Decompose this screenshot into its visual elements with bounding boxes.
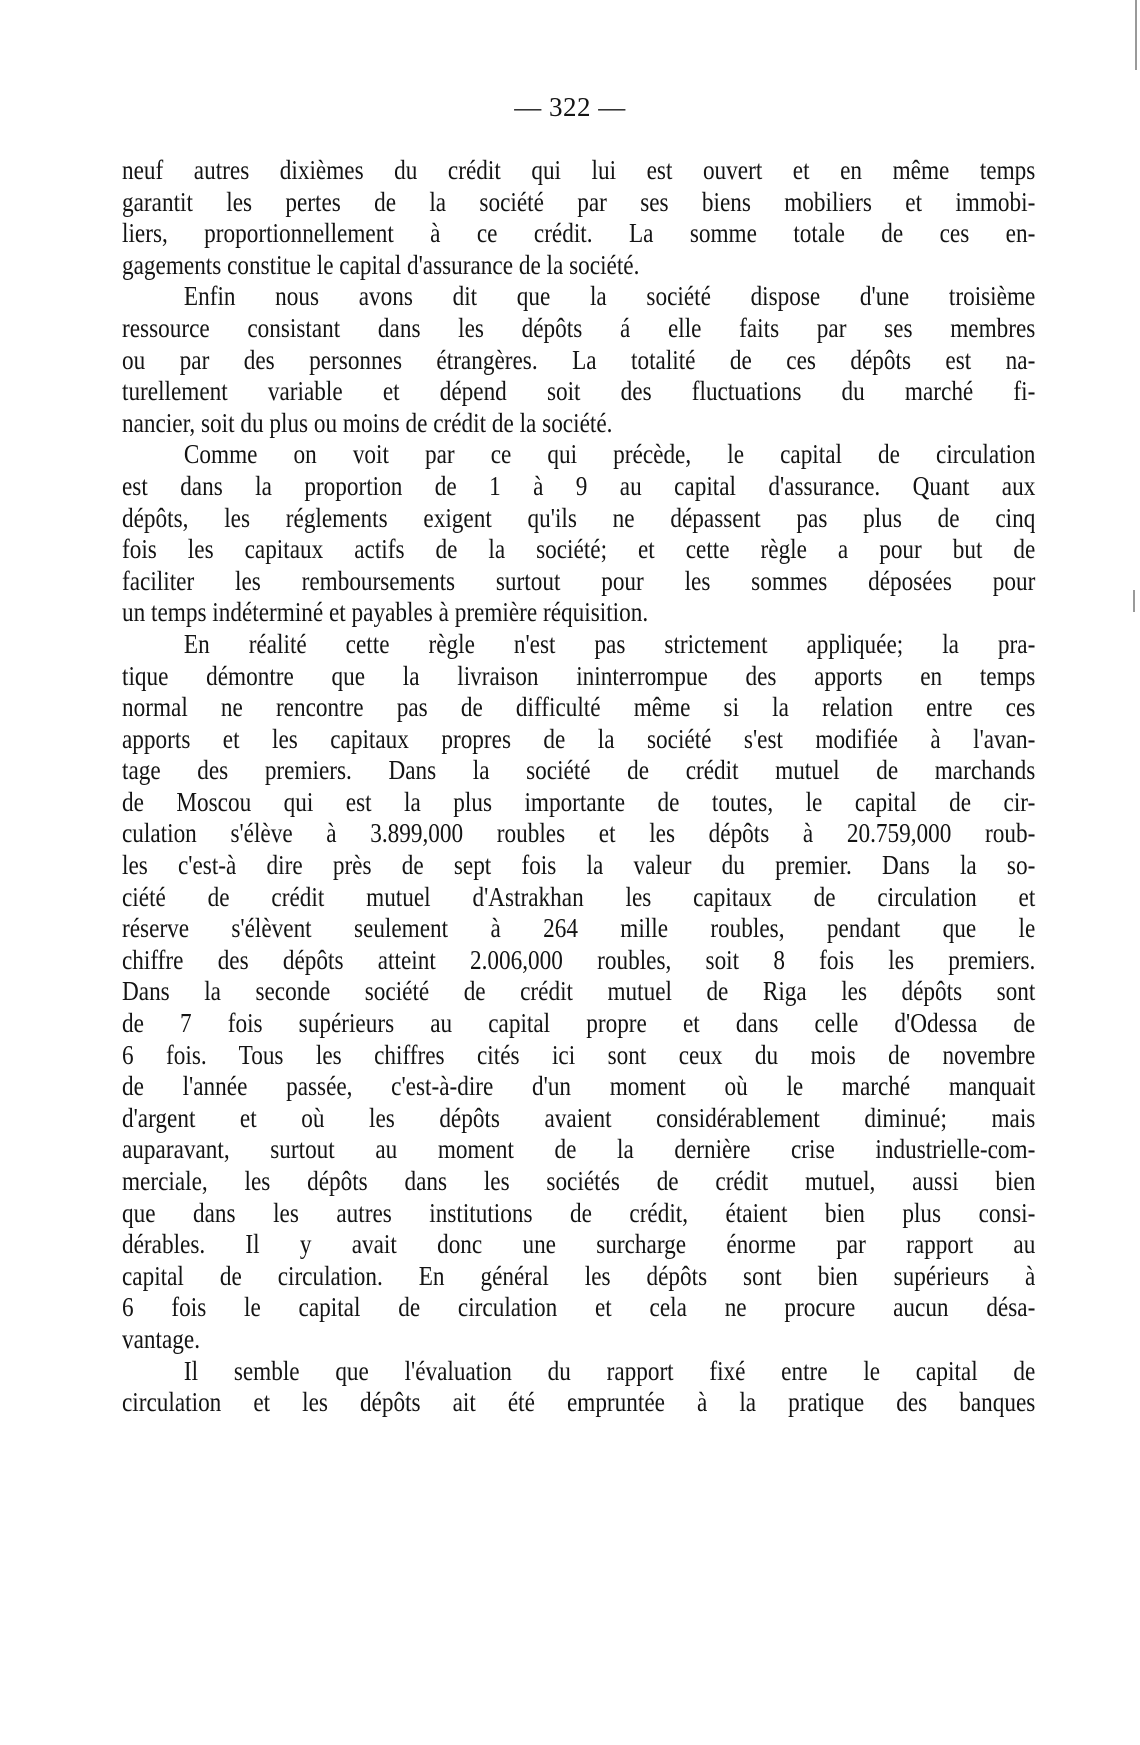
- text-line: ciété de crédit mutuel d'Astrakhan les capitaux de circulation et: [122, 881, 1036, 912]
- text-line: garantit les pertes de la société par ses biens mobiliers et immobi-: [122, 186, 1036, 217]
- text-line: que dans les autres institutions de crédit, étaient bien plus consi-: [122, 1197, 1036, 1228]
- scan-edge-mark: [1135, 0, 1137, 70]
- text-line: Comme on voit par ce qui précède, le capital de circulation: [183, 439, 1036, 470]
- text-line: apports et les capitaux propres de la société s'est modifiée à l'avan-: [122, 723, 1036, 754]
- text-line: ressource consistant dans les dépôts á elle faits par ses membres: [122, 312, 1036, 343]
- text-line: auparavant, surtout au moment de la dernière crise industrielle-com-: [122, 1134, 1036, 1165]
- text-line: normal ne rencontre pas de difficulté même si la relation entre ces: [122, 692, 1036, 723]
- text-line: faciliter les remboursements surtout pour les sommes déposées pour: [122, 565, 1036, 596]
- text-line: circulation et les dépôts ait été empruntée à la pratique des banques: [122, 1387, 1036, 1418]
- text-line: est dans la proportion de 1 à 9 au capital d'assurance. Quant aux: [122, 470, 1036, 501]
- text-line: tage des premiers. Dans la société de crédit mutuel de marchands: [122, 755, 1036, 786]
- text-line: chiffre des dépôts atteint 2.006,000 roubles, soit 8 fois les premiers.: [122, 944, 1036, 975]
- text-line: turellement variable et dépend soit des fluctuations du marché fi-: [122, 376, 1036, 407]
- text-line: tique démontre que la livraison ininterrompue des apports en temps: [122, 660, 1036, 691]
- scan-edge-mark: [1133, 590, 1135, 612]
- text-line: liers, proportionnellement à ce crédit. La somme totale de ces en-: [122, 218, 1036, 249]
- text-line: de Moscou qui est la plus importante de toutes, le capital de cir-: [122, 786, 1036, 817]
- text-line: merciale, les dépôts dans les sociétés de crédit mutuel, aussi bien: [122, 1166, 1036, 1196]
- body-text: [122, 155, 1035, 1419]
- text-line: vantage.: [122, 1323, 201, 1354]
- text-line: de l'année passée, c'est-à-dire d'un moment où le marché manquait: [122, 1071, 1036, 1102]
- text-line: Enfin nous avons dit que la société dispose d'une troisième: [183, 281, 1036, 312]
- text-line: un temps indéterminé et payables à première réquisition.: [122, 597, 649, 628]
- text-line: Il semble que l'évaluation du rapport fixé entre le capital de: [183, 1355, 1036, 1386]
- text-line: dépôts, les réglements exigent qu'ils ne dépassent pas plus de cinq: [122, 502, 1036, 533]
- text-line: fois les capitaux actifs de la société; et cette règle a pour but de: [122, 534, 1036, 565]
- text-line: En réalité cette règle n'est pas strictement appliquée; la pra-: [183, 628, 1036, 659]
- text-line: gagements constitue le capital d'assurance de la société.: [122, 249, 640, 280]
- text-line: 6 fois le capital de circulation et cela ne procure aucun désa-: [122, 1292, 1036, 1323]
- text-line: neuf autres dixièmes du crédit qui lui est ouvert et en même temps: [122, 155, 1036, 185]
- text-line: les c'est-à dire près de sept fois la valeur du premier. Dans la so-: [122, 850, 1036, 881]
- text-line: Dans la seconde société de crédit mutuel de Riga les dépôts sont: [122, 976, 1036, 1007]
- text-line: ou par des personnes étrangères. La totalité de ces dépôts est na-: [122, 344, 1036, 375]
- text-line: nancier, soit du plus ou moins de crédit de la société.: [122, 407, 613, 438]
- text-line: réserve s'élèvent seulement à 264 mille roubles, pendant que le: [122, 913, 1036, 944]
- text-line: dérables. Il y avait donc une surcharge énorme par rapport au: [122, 1229, 1036, 1260]
- text-line: d'argent et où les dépôts avaient considérablement diminué; mais: [122, 1102, 1036, 1133]
- text-line: capital de circulation. En général les dépôts sont bien supérieurs à: [122, 1260, 1036, 1291]
- text-line: 6 fois. Tous les chiffres cités ici sont ceux du mois de novembre: [122, 1039, 1036, 1070]
- page-number: — 322 —: [514, 92, 626, 122]
- text-line: culation s'élève à 3.899,000 roubles et les dépôts à 20.759,000 roub-: [122, 818, 1036, 849]
- text-line: de 7 fois supérieurs au capital propre et dans celle d'Odessa de: [122, 1008, 1036, 1039]
